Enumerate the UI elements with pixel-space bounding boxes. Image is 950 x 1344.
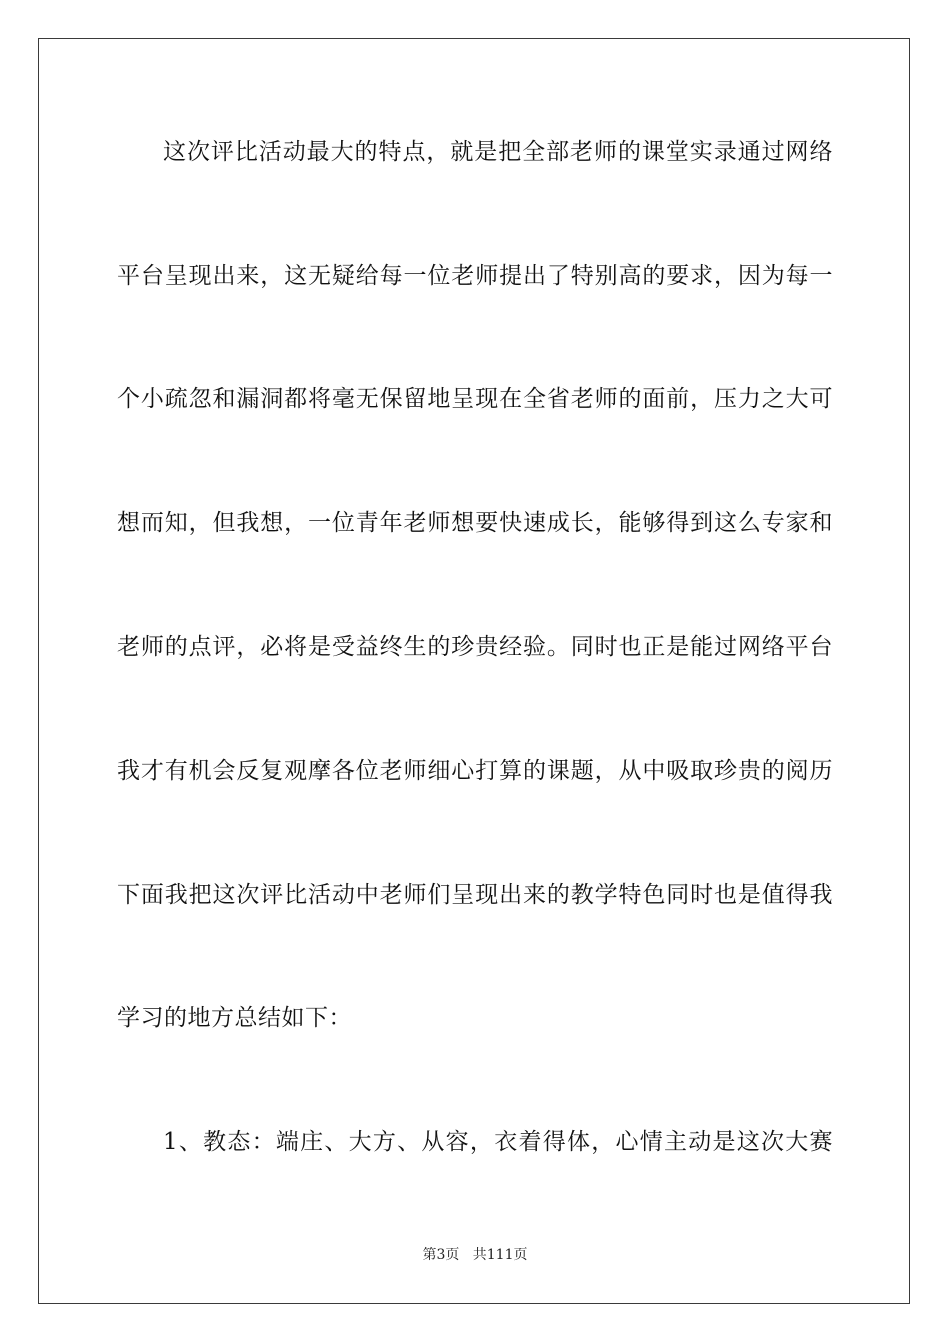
paragraph-line-8: 学习的地方总结如下： <box>117 1005 352 1031</box>
page-prefix: 第 <box>422 1247 437 1263</box>
page-suffix: 页 <box>445 1247 460 1263</box>
paragraph-line-5: 老师的点评，必将是受益终生的珍贵经验。同时也正是能过网络平台 <box>117 634 833 660</box>
list-item-1: 1、教态：端庄、大方、从容，衣着得体，心情主动是这次大赛 <box>163 1129 833 1155</box>
page-footer <box>0 1246 950 1264</box>
total-suffix: 页 <box>513 1247 528 1263</box>
paragraph-line-6: 我才有机会反复观摩各位老师细心打算的课题，从中吸取珍贵的阅历 <box>117 758 833 784</box>
paragraph-line-4: 想而知，但我想，一位青年老师想要快速成长，能够得到这么专家和 <box>117 510 833 536</box>
total-prefix: 共 <box>472 1247 487 1263</box>
paragraph-line-7: 下面我把这次评比活动中老师们呈现出来的教学特色同时也是值得我 <box>117 882 833 908</box>
paragraph-line-1: 这次评比活动最大的特点，就是把全部老师的课堂实录通过网络 <box>163 139 833 165</box>
page-border <box>38 38 910 1304</box>
total-pages: 111 <box>486 1247 514 1263</box>
page-number: 3 <box>436 1247 446 1263</box>
paragraph-line-3: 个小疏忽和漏洞都将毫无保留地呈现在全省老师的面前，压力之大可 <box>117 386 833 412</box>
paragraph-line-2: 平台呈现出来，这无疑给每一位老师提出了特别高的要求，因为每一 <box>117 263 833 289</box>
